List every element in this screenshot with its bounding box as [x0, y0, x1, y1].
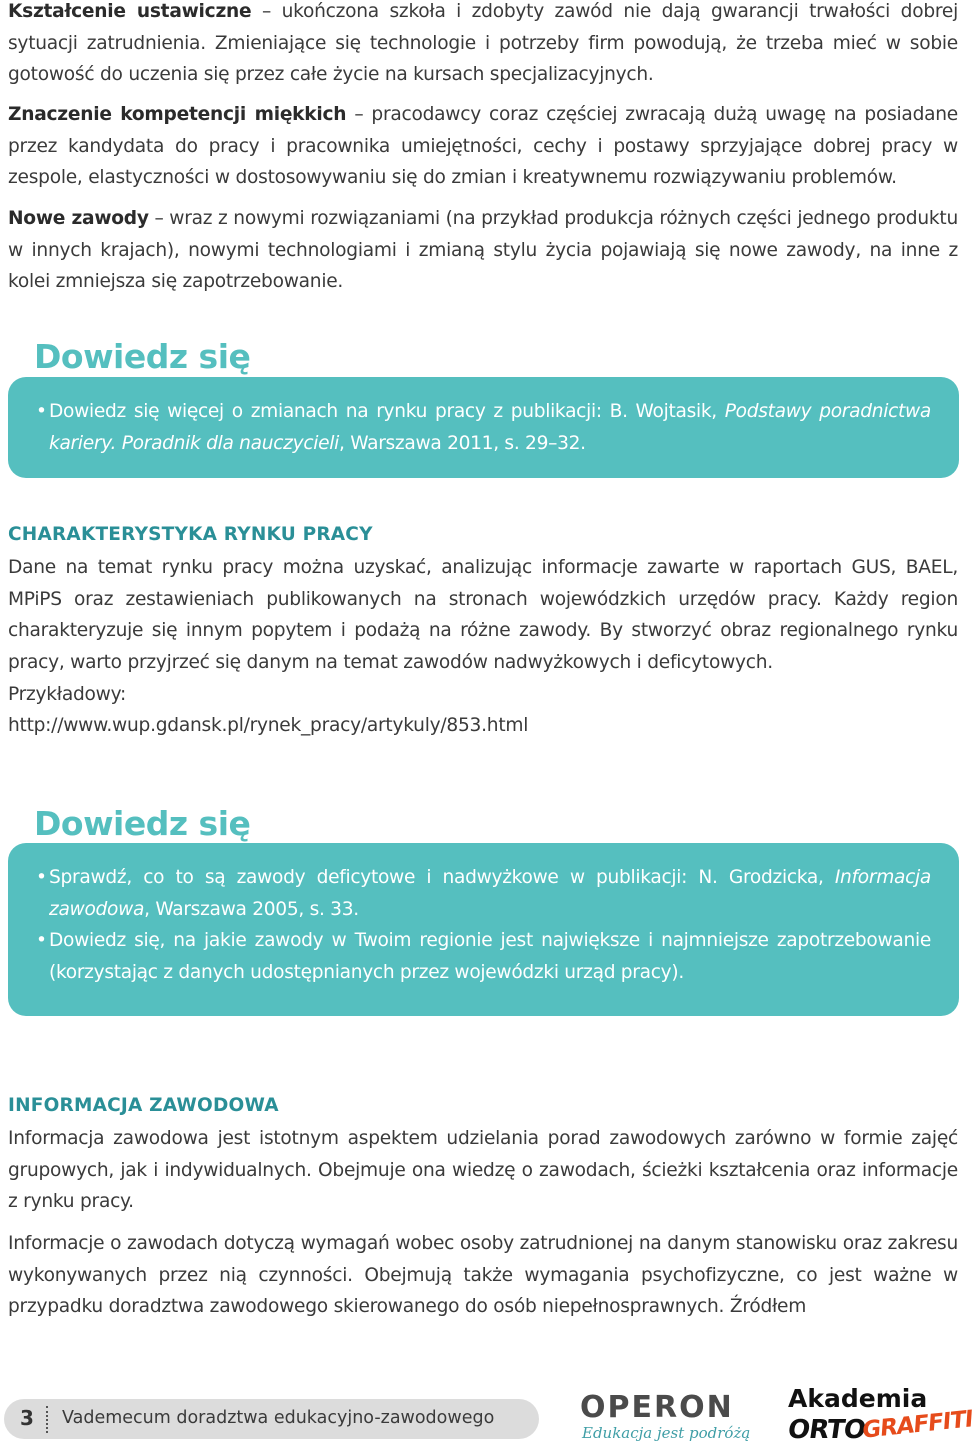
- paragraph-ksztalcenie-ustawiczne: [8, 0, 958, 91]
- term-kompetencje-miekkie: Znaczenie kompetencji miękkich: [8, 104, 347, 125]
- footer-divider: [46, 1406, 48, 1433]
- info-list: [36, 396, 931, 459]
- paragraph-informacja-zawodowa-1: Informacja zawodowa jest istotnym aspektem udzielania porad zawodowych zarówno w formie zajęć grupowych, jak i indywidualnych. Obejmuje ona wiedzę o zawodach, ścieżki kształcenia oraz informacje z rynku pracy.: [8, 1128, 958, 1212]
- akademia-wordmark: Akademia: [788, 1384, 928, 1413]
- paragraph-body: – pracodawcy coraz częściej zwracają dużą uwagę na posiadane przez kandydata do pracy i pracownika umiejętności, cechy i postawy sprzyjające dobrej pracy w zespole, elastyczności w dostosowywaniu się do zmian i kreatywnemu rozwiązywaniu problemów.: [8, 104, 958, 188]
- dowiedz-sie-box-1: [8, 377, 959, 478]
- dowiedz-sie-title-2: Dowiedz się: [34, 804, 251, 843]
- section-heading-rynek-pracy: CHARAKTERYSTYKA RYNKU PRACY: [8, 524, 373, 545]
- list-item: • Dowiedz się, na jakie zawody w Twoim regionie jest największe i najmniejsze zapotrzebowanie (korzystając z danych udostępnianych przez wojewódzki urząd pracy).: [36, 925, 931, 988]
- list-item: • Sprawdź, co to są zawody deficytowe i nadwyżkowe w publikacji: N. Grodzicka, Informacja zawodowa, Warszawa 2005, s. 33.: [36, 862, 931, 925]
- term-ksztalcenie-ustawiczne: Kształcenie ustawiczne: [8, 1, 252, 22]
- operon-wordmark: OPERON: [580, 1390, 734, 1425]
- paragraph-body: – wraz z nowymi rozwiązaniami (na przykład produkcja różnych części jednego produktu w innych krajach), nowymi technologiami i zmianą stylu życia pojawiają się nowe zawody, na inne z kolei zmniejsza się zapotrzebowanie.: [8, 208, 958, 292]
- list-item: • Dowiedz się więcej o zmianach na rynku pracy z publikacji: B. Wojtasik, Podstawy poradnictwa kariery. Poradnik dla nauczycieli, Warszawa 2011, s. 29–32.: [36, 396, 931, 459]
- footer-bar: [4, 1399, 539, 1439]
- example-label: Przykładowy:: [8, 684, 127, 705]
- publication-title: Informacja zawodowa: [49, 867, 931, 920]
- info-list: [36, 862, 931, 988]
- term-nowe-zawody: Nowe zawody: [8, 208, 149, 229]
- paragraph-kompetencje-miekkie: [8, 99, 958, 194]
- paragraph-rynek-pracy: Dane na temat rynku pracy można uzyskać, analizując informacje zawarte w raportach GUS, BAEL, MPiPS oraz zestawieniach publikowanych na stronach wojewódzkich urzędów pracy. Każdy region charakteryzuje się innym popytem i podażą na różne zawody. By stworzyć obraz regionalnego rynku pracy, warto przyjrzeć się danym na temat zawodów nadwyżkowych i deficytowych.: [8, 557, 958, 673]
- graffiti-wordmark: GRAFFITI: [861, 1406, 973, 1444]
- example-url-link[interactable]: http://www.wup.gdansk.pl/rynek_pracy/artykuly/853.html: [8, 715, 529, 736]
- operon-tagline: Edukacja jest podróżą: [582, 1424, 751, 1442]
- paragraph-nowe-zawody: [8, 203, 958, 298]
- footer-title: Vademecum doradztwa edukacyjno-zawodowego: [62, 1408, 495, 1428]
- publication-title: Podstawy poradnictwa kariery. Poradnik dla nauczycieli: [49, 401, 931, 454]
- section-heading-informacja-zawodowa: INFORMACJA ZAWODOWA: [8, 1095, 279, 1116]
- dowiedz-sie-box-2: [8, 843, 959, 1016]
- dowiedz-sie-title-1: Dowiedz się: [34, 337, 251, 376]
- akademia-ortograffiti-logo: [785, 1384, 973, 1454]
- paragraph-informacja-zawodowa-2: Informacje o zawodach dotyczą wymagań wobec osoby zatrudnionej na danym stanowisku oraz zakresu wykonywanych przez nią czynności. Obejmują także wymagania psychofizyczne, co jest ważne w przypadku doradztwa zawodowego skierowanego do osób niepełnosprawnych. Źródłem: [8, 1233, 958, 1317]
- operon-logo: [580, 1390, 755, 1446]
- orto-wordmark: ORTO: [785, 1415, 867, 1445]
- paragraph-body: – ukończona szkoła i zdobyty zawód nie dają gwarancji trwałości dobrej sytuacji zatrudnienia. Zmieniające się technologie i potrzeby firm powodują, że trzeba mieć w sobie gotowość do uczenia się przez całe życie na kursach specjalizacyjnych.: [8, 1, 958, 85]
- page-number: 3: [20, 1406, 34, 1430]
